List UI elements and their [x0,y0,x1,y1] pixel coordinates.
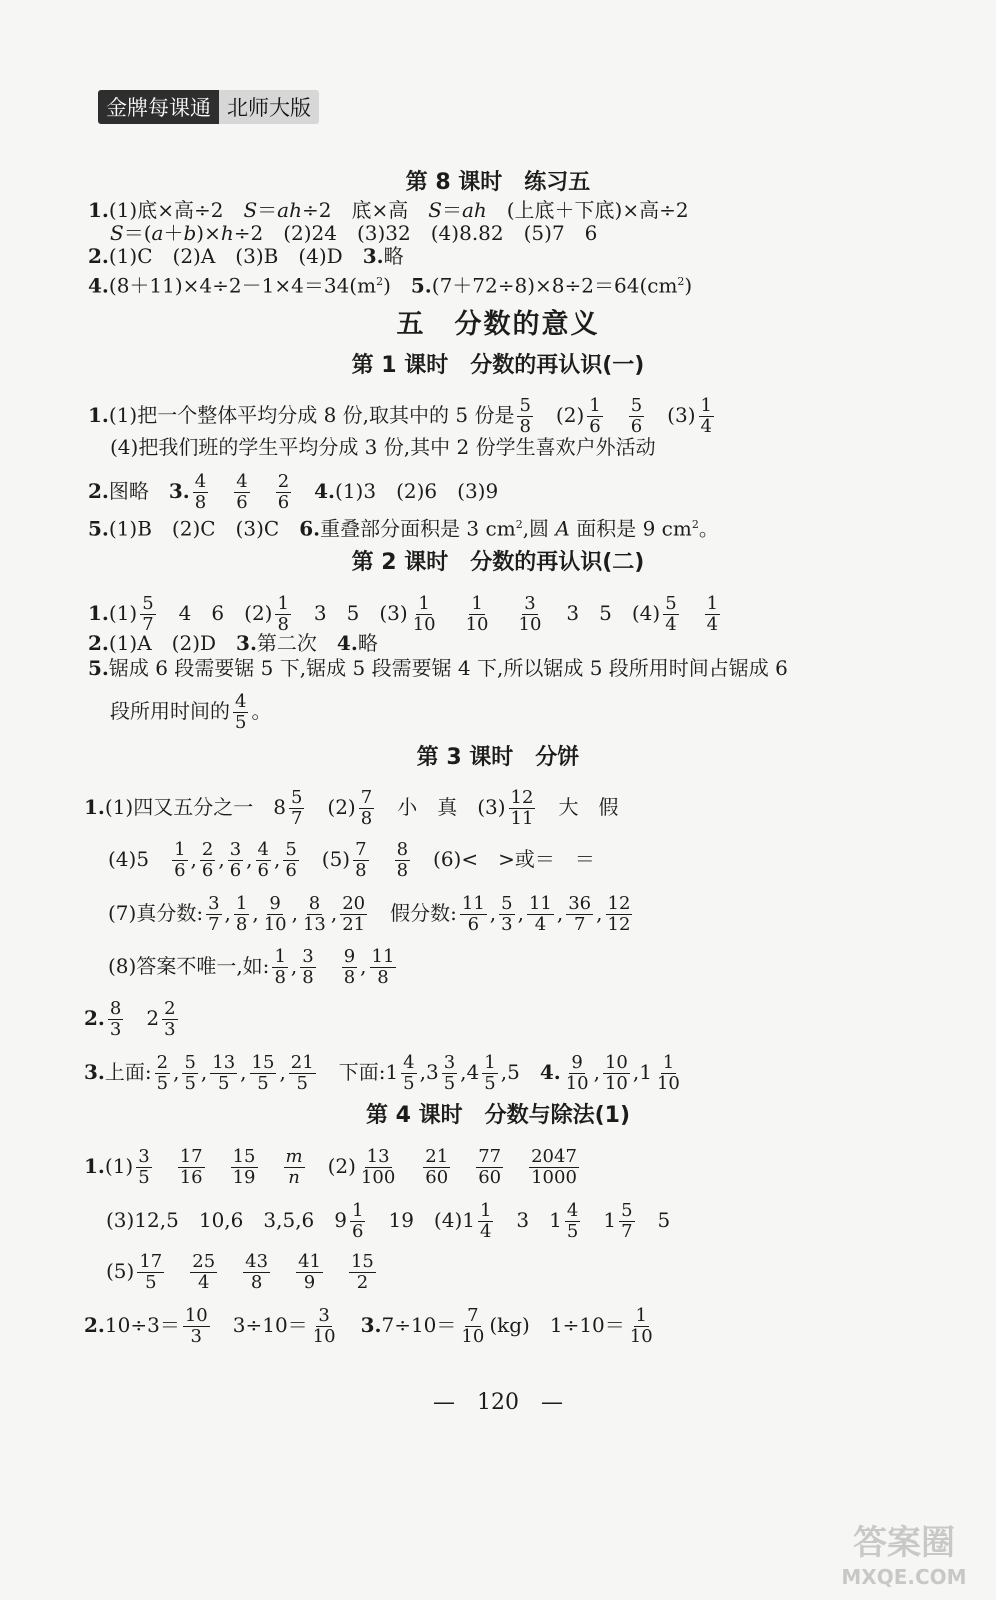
edition-label: 北师大版 [219,90,319,124]
fraction: $\frac{25}{4}$ [192,1251,216,1293]
fraction: $\frac{7}{8}$ [360,787,373,829]
answer-line: 1.(1) $\frac{3}{5}$ $\frac{17}{16}$ $\frac{15}{19}$ $\frac{m}{n}$ (2) $\frac{13}{100}$ $\frac{21}{60}$ $\frac{77}{60}$ $\frac{2047}{1000}$ [84,1146,577,1188]
fraction: $\frac{7}{10}$ [461,1305,485,1347]
fraction: $\frac{5}{4}$ [665,593,677,635]
fraction: $\frac{4}{5}$ [566,1200,579,1242]
watermark-url-text: MXQE.COM [841,1565,967,1589]
fraction: $\frac{8}{3}$ [109,998,122,1040]
answer-line: (4)5 $\frac{1}{6}$ , $\frac{2}{6}$ , $\frac{3}{6}$ , $\frac{4}{6}$ , $\frac{5}{6}$ (5) $\frac{7}{8}$ $\frac{8}{8}$ (6)< >或＝ ＝ [108,839,595,881]
fraction: $\frac{11}{6}$ [461,893,485,935]
fraction: $\frac{5}{7}$ [621,1200,633,1242]
fraction: $\frac{11}{8}$ [371,946,395,988]
answer-line: 1.(1) $\frac{5}{7}$ 4 6 (2) $\frac{1}{8}$ 3 5 (3) $\frac{1}{10}$ $\frac{1}{10}$ $\frac{3}{10}$ 3 5 (4) $\frac{5}{4}$ $\frac{1}{4}$ [88,593,719,635]
answer-line: $4.(8+11)\times 4\div 2-1\times 4=34(m^2)$ $5.(7+72\div 8)\times 8\div 2=64(cm^2)$ [88,273,693,298]
lesson-8-heading: 第 8 课时 练习五 [405,170,591,195]
fraction: $\frac{5}{7}$ [142,593,154,635]
fraction: $\frac{21}{60}$ [425,1146,449,1188]
fraction: $\frac{15}{5}$ [251,1052,275,1094]
fraction: $\frac{3}{5}$ [443,1052,456,1094]
fraction: $\frac{1}{6}$ [352,1200,364,1242]
fraction: $\frac{4}{5}$ [235,691,247,733]
fraction: $\frac{5}{6}$ [630,395,643,437]
answer-line: 5.锯成 6 段需要锯 5 下,锯成 5 段需要锯 4 下,所以锯成 5 段所用时间占锯成 6 [88,656,788,680]
fraction: $\frac{1}{4}$ [706,593,719,635]
fraction: $\frac{3}{5}$ [138,1146,150,1188]
fraction: $\frac{4}{8}$ [194,471,207,513]
watermark-main-text: 答案圈 [853,1523,955,1563]
lesson-1-heading: 第 1 课时 分数的再认识(一) [351,353,645,378]
fraction: $\frac{41}{9}$ [298,1251,321,1293]
unit-heading: 五 分数的意义 [396,309,600,340]
fraction: $\frac{5}{7}$ [290,787,303,829]
answer-line: (3)12,5 10,6 3,5,6 9 $\frac{1}{6}$ 19 (4)1 $\frac{1}{4}$ 3 1 $\frac{4}{5}$ 1 $\frac{5}{7}$ 5 [106,1200,671,1242]
answer-line: (4)把我们班的学生平均分成 3 份,其中 2 份学生喜欢户外活动 [110,435,656,459]
fraction: $\frac{43}{8}$ [245,1251,269,1293]
fraction: $\frac{1}{8}$ [235,893,248,935]
fraction: $\frac{11}{4}$ [528,893,552,935]
fraction: $\frac{21}{5}$ [290,1052,314,1094]
fraction: $\frac{13}{100}$ [360,1146,396,1188]
fraction: $\frac{4}{6}$ [257,839,269,881]
answer-line: 2.(1)C (2)A (3)B (4)D 3.略 [88,244,404,268]
fraction: $\frac{1}{10}$ [656,1052,680,1094]
answer-line: 1.(1)底×高÷2 S＝ah÷2 底×高 S＝ah (上底＋下底)×高÷2 [88,198,689,222]
fraction: $\frac{17}{16}$ [179,1146,203,1188]
answer-line: 5.(1)B (2)C (3)C 6.重叠部分面积是 3 $cm^2$,圆 A 面积是 9 $cm^2$。 [88,516,719,541]
fraction: $\frac{4}{5}$ [403,1052,415,1094]
fraction: $\frac{3}{6}$ [229,839,242,881]
fraction: $\frac{3}{7}$ [208,893,220,935]
fraction: $\frac{2}{6}$ [277,471,290,513]
fraction: $\frac{9}{10}$ [565,1052,589,1094]
fraction: $\frac{1}{4}$ [479,1200,492,1242]
answer-line: S＝(a＋b)×h÷2 (2)24 (3)32 (4)8.82 (5)7 6 [110,221,598,245]
fraction: $\frac{9}{10}$ [263,893,287,935]
fraction: $\frac{1}{5}$ [484,1052,496,1094]
fraction: $\frac{7}{8}$ [355,839,367,881]
fraction: $\frac{17}{5}$ [139,1251,163,1293]
fraction: $\frac{15}{2}$ [350,1251,374,1293]
lesson-2-heading: 第 2 课时 分数的再认识(二) [351,550,645,575]
fraction: $\frac{10}{3}$ [184,1305,208,1347]
answer-line: 2.图略 3. $\frac{4}{8}$ $\frac{4}{6}$ $\frac{2}{6}$ 4.(1)3 (2)6 (3)9 [88,471,499,513]
answer-line: (5) $\frac{17}{5}$ $\frac{25}{4}$ $\frac{43}{8}$ $\frac{41}{9}$ $\frac{15}{2}$ [106,1251,374,1293]
fraction: $\frac{3}{8}$ [302,946,314,988]
series-badge [98,92,319,122]
fraction: $\frac{5}{8}$ [519,395,531,437]
fraction: $\frac{9}{8}$ [343,946,356,988]
fraction: $\frac{3}{10}$ [518,593,542,635]
fraction: $\frac{1}{6}$ [174,839,186,881]
fraction: $\frac{3}{10}$ [312,1305,336,1347]
fraction: $\frac{15}{19}$ [232,1146,256,1188]
fraction: $\frac{20}{21}$ [342,893,366,935]
fraction: $\frac{5}{3}$ [501,893,513,935]
fraction: $\frac{8}{8}$ [396,839,409,881]
answer-line: 2.(1)A (2)D 3.第二次 4.略 [88,631,378,655]
lesson-3-heading: 第 3 课时 分饼 [416,745,580,770]
page-number: — 120 — [433,1390,563,1415]
brand-label: 金牌每课通 [98,90,219,124]
fraction: $\frac{13}{5}$ [212,1052,236,1094]
answer-line: 2. $\frac{8}{3}$ 2 $\frac{2}{3}$ [84,998,176,1040]
fraction: $\frac{1}{10}$ [412,593,436,635]
fraction: $\frac{2}{5}$ [156,1052,169,1094]
fraction: $\frac{5}{6}$ [285,839,297,881]
fraction: $\frac{2}{3}$ [164,998,176,1040]
fraction: $\frac{1}{10}$ [629,1305,653,1347]
answer-line: 1.(1)四又五分之一 8 $\frac{5}{7}$ (2) $\frac{7}{8}$ 小 真 (3) $\frac{12}{11}$ 大 假 [84,787,619,829]
fraction: $\frac{m}{n}$ [285,1146,303,1188]
fraction: $\frac{1}{10}$ [465,593,489,635]
answer-line: 1.(1)把一个整体平均分成 8 份,取其中的 5 份是 $\frac{5}{8}$ (2) $\frac{1}{6}$ $\frac{5}{6}$ (3) $\frac{1}{4}$ [88,395,712,437]
answer-line: 段所用时间的 $\frac{4}{5}$ 。 [110,691,272,733]
fraction: $\frac{8}{13}$ [302,893,326,935]
answer-line: (8)答案不唯一,如: $\frac{1}{8}$ , $\frac{3}{8}$ $\frac{9}{8}$ , $\frac{11}{8}$ [108,946,395,988]
fraction: $\frac{2047}{1000}$ [531,1146,577,1188]
answer-line: 3.上面: $\frac{2}{5}$ , $\frac{5}{5}$ , $\frac{13}{5}$ , $\frac{15}{5}$ , $\frac{21}{5}$ 下面:1 $\frac{4}{5}$ ,3 $\frac{3}{5}$ ,4 $\frac{1}{5}$ ,5 4. $\frac{9}{10}$ , $\frac{10}{10}$ ,1 $\frac{1}{10}$ [84,1052,680,1094]
fraction: $\frac{1}{8}$ [277,593,289,635]
fraction: $\frac{12}{11}$ [510,787,534,829]
fraction: $\frac{1}{6}$ [589,395,601,437]
fraction: $\frac{10}{10}$ [604,1052,628,1094]
fraction: $\frac{1}{4}$ [700,395,712,437]
lesson-4-heading: 第 4 课时 分数与除法(1) [365,1103,631,1128]
answer-line: 2.10÷3＝ $\frac{10}{3}$ 3÷10＝ $\frac{3}{10}$ 3.7÷10＝ $\frac{7}{10}$ (kg) 1÷10＝ $\frac{1}{10}$ [84,1305,653,1347]
fraction: $\frac{12}{12}$ [607,893,631,935]
answer-line: (7)真分数: $\frac{3}{7}$ , $\frac{1}{8}$ , $\frac{9}{10}$ , $\frac{8}{13}$ , $\frac{20}{21}$ 假分数: $\frac{11}{6}$ , $\frac{5}{3}$ , $\frac{11}{4}$ , $\frac{36}{7}$ , $\frac{12}{12}$ [108,893,631,935]
fraction: $\frac{5}{5}$ [184,1052,196,1094]
fraction: $\frac{4}{6}$ [236,471,248,513]
fraction: $\frac{1}{8}$ [274,946,286,988]
fraction: $\frac{36}{7}$ [568,893,592,935]
watermark-logo [834,1514,974,1592]
fraction: $\frac{77}{60}$ [478,1146,502,1188]
fraction: $\frac{2}{6}$ [201,839,214,881]
